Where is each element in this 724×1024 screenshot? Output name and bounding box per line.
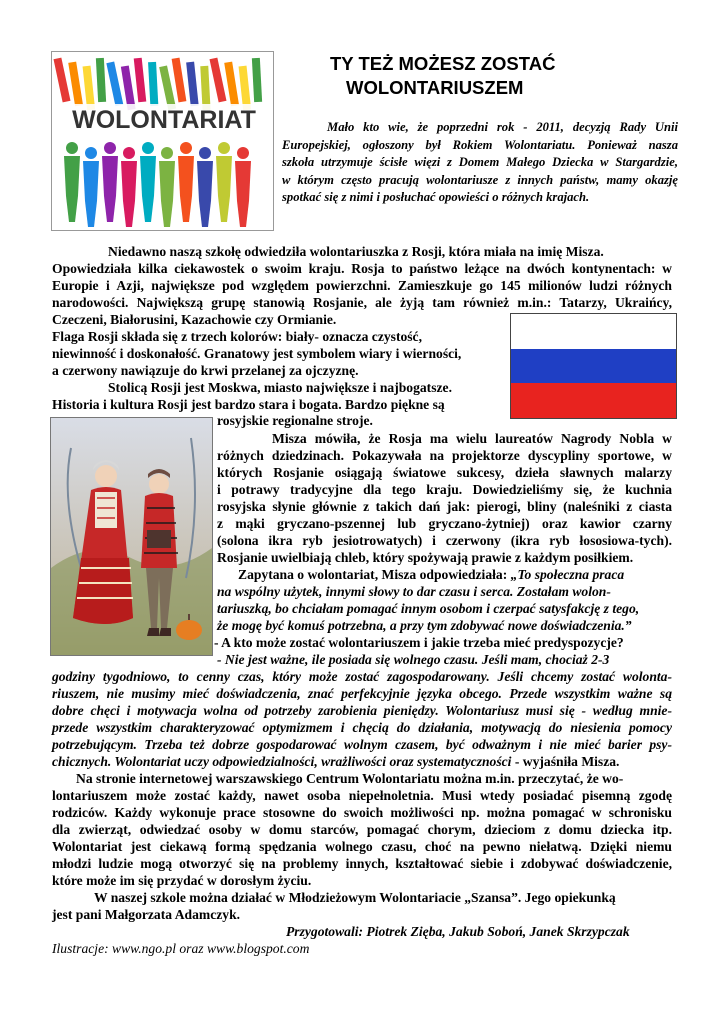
body-line: Stolicą Rosji jest Moskwa, miasto największe i najbogatsze. bbox=[108, 380, 452, 395]
logo-stripe bbox=[186, 62, 199, 107]
body-line: a czerwony nawiązuje do krwi przelanej za ojczyznę. bbox=[52, 363, 359, 378]
logo-stripe bbox=[106, 62, 123, 107]
answer-line: - Nie jest ważne, ile posiada się wolnego czasu. Jeśli mam, chociaż 2-3 bbox=[217, 652, 610, 667]
body-line: rodziców. Każdy wykonuje prace stosowne do swoich możliwości np. można pomagać w schronisku bbox=[52, 805, 672, 820]
wolontariat-logo bbox=[51, 51, 274, 231]
title-line-1: TY TEŻ MOŻESZ ZOSTAĆ bbox=[330, 53, 556, 74]
folk-costume-painting bbox=[50, 417, 213, 656]
figure-body bbox=[159, 161, 175, 227]
interview-line bbox=[238, 566, 624, 583]
answer-line: przede wszystkim charakteryzować optymizmem i chęcią do działania, motywacją do niesienia pomocy bbox=[52, 720, 672, 735]
figure-head bbox=[85, 147, 97, 159]
intro-line: Europejskiej, ogłoszony był Rokiem Wolontariatu. Ponieważ nasza bbox=[282, 137, 678, 152]
folk-costume-illustration bbox=[51, 418, 212, 655]
interview-intro: Zapytana o wolontariat, Misza odpowiedziała: bbox=[238, 567, 511, 582]
body-line: młodzi ludzie mogą otworzyć się na problemy innych, kształtować siebie i zdobywać doświadczenie, bbox=[52, 856, 672, 871]
body-line: lontariuszem może zostać każdy, nawet osoba niepełnoletnia. Musi wtedy posiadać pisemną zgodę bbox=[52, 788, 672, 803]
body-line: Historia i kultura Rosji jest bardzo stara i bogata. Bardzo piękne są bbox=[52, 397, 445, 412]
body-line: Opowiedziała kilka ciekawostek o swoim kraju. Rosja to państwo leżące na dwóch kontynentach: w bbox=[52, 261, 672, 276]
figure-head bbox=[199, 147, 211, 159]
answer-line: riuszem, nie musimy mieć doświadczenia, znać perfekcyjnie języka obcego. Przede wszystkim ważne są bbox=[52, 686, 672, 701]
figure-head bbox=[142, 142, 154, 154]
figure-head bbox=[123, 147, 135, 159]
logo-stripe bbox=[54, 58, 71, 103]
logo-stripe bbox=[68, 62, 83, 107]
figure-body bbox=[64, 156, 80, 222]
figure-body bbox=[197, 161, 213, 227]
quote-line: tariuszką, bo chciałam pomagać innym osobom i czerpać satysfakcję z tego, bbox=[217, 601, 640, 616]
logo-stripe bbox=[224, 62, 239, 107]
figure-head bbox=[237, 147, 249, 159]
question-line: - A kto może zostać wolontariuszem i jakie trzeba mieć predyspozycje? bbox=[214, 635, 624, 650]
logo-stripe bbox=[83, 66, 96, 111]
body-line: Czeczeni, Białorusini, Kazachowie czy Ormianie. bbox=[52, 312, 337, 327]
logo-stripe bbox=[148, 62, 158, 106]
body-line: Europie i Azji, największe pod względem powierzchni. Zamieszkuje go 145 milionów ludzi różnych bbox=[52, 278, 672, 293]
body-line: Wolontariat jest ciekawą formą spędzania wolnego czasu, choć na pewno niełatwą. Dzięki niemu bbox=[52, 839, 672, 854]
body-line: rosyjska słynie głównie z takich dań jak: pierogi, bliny (naleśniki z ciasta bbox=[217, 499, 672, 514]
russian-flag-image bbox=[510, 313, 677, 419]
flag-red-stripe bbox=[511, 383, 676, 418]
body-line: Na stronie internetowej warszawskiego Centrum Wolontariatu można m.in. przeczytać, że wo- bbox=[76, 771, 624, 786]
figure-body bbox=[178, 156, 194, 222]
figure-body bbox=[235, 161, 251, 227]
answer-line bbox=[52, 753, 619, 770]
intro-paragraph bbox=[282, 119, 678, 207]
answer-last-italic: chicznych. Wolontariat uczy odpowiedzialności, wrażliwości oraz systematyczności bbox=[52, 754, 512, 769]
intro-line: w którym często pracują wolontariusze z innych państw, mamy okazję bbox=[282, 172, 678, 187]
logo-stripe bbox=[200, 66, 210, 110]
logo-stripe bbox=[134, 58, 147, 103]
logo-stripe bbox=[96, 58, 106, 102]
figure-head bbox=[161, 147, 173, 159]
answer-line: potrzebującym. Trzeba też dobrze gospodarować wolnym czasem, być odważnym i nie mieć barier psy- bbox=[52, 737, 672, 752]
figure-body bbox=[216, 156, 232, 222]
quote-line: na wspólny użytek, innymi słowy to dar czasu i serca. Zostałam wolon- bbox=[217, 584, 611, 599]
body-line: Niedawno naszą szkołę odwiedziła wolontariuszka z Rosji, która miała na imię Misza. bbox=[108, 244, 604, 259]
figure-head bbox=[66, 142, 78, 154]
flag-white-stripe bbox=[511, 314, 676, 349]
body-line: rosyjskie regionalne stroje. bbox=[217, 413, 373, 428]
body-line: z mąki gryczano-pszennej lub gryczano-żytniej) oraz kawior czarny bbox=[217, 516, 672, 531]
logo-stripe bbox=[252, 58, 262, 102]
body-line: W naszej szkole można działać w Młodzieżowym Wolontariacie „Szansa”. Jego opiekunką bbox=[94, 890, 616, 905]
body-line: różnych dziedzinach. Pokazywała na projektorze dyscypliny sportowe, w bbox=[217, 448, 672, 463]
figure-head bbox=[218, 142, 230, 154]
logo-text: WOLONTARIAT bbox=[72, 106, 256, 134]
logo-stripe bbox=[159, 65, 176, 110]
answer-attribution: - wyjaśniła Misza. bbox=[514, 754, 620, 769]
body-line: jest pani Małgorzata Adamczyk. bbox=[52, 907, 241, 922]
answer-line: godziny tygodniowo, to cenny czas, który może zostać zagospodarowany. Jeśli chcemy zostać wolonta- bbox=[52, 669, 672, 684]
body-line: narodowości. Największą grupę stanowią Rosjanie, ale żyją tam również m.in.: Tatarzy, Ukraińcy, bbox=[52, 295, 672, 310]
page-title bbox=[330, 52, 555, 100]
intro-line: spotkać się z nimi i posłuchać opowieści o różnych krajach. bbox=[282, 190, 590, 204]
quote-line: że mogę być komuś potrzebna, a przy tym zdobywać nowe doświadczenia.” bbox=[217, 618, 632, 633]
illustrations-credit: Ilustracje: www.ngo.pl oraz www.blogspot.com bbox=[52, 941, 310, 956]
logo-stripe bbox=[210, 58, 227, 103]
figure-body bbox=[102, 156, 118, 222]
body-line: niewinność i doskonałość. Granatowy jest symbolem wiary i wierności, bbox=[52, 346, 462, 361]
body-line: dla zwierząt, odwiedzać osoby w domu starców, pomagać chorym, dzieciom z domu dziecka itp. bbox=[52, 822, 672, 837]
body-line: (solona ikra ryb jesiotrowatych) i czerwony (ikra ryb łososiowa-tych). bbox=[217, 533, 672, 548]
logo-stripe bbox=[239, 66, 252, 111]
body-line: Misza mówiła, że Rosja ma wielu laureatów Nagrody Nobla w bbox=[272, 431, 672, 446]
answer-line: dobre chęci i motywacja wolna od potrzeby zarobienia pieniędzy. Wolontariusz musi się - według mnie- bbox=[52, 703, 672, 718]
figure-head bbox=[104, 142, 116, 154]
body-line: i potrawy tradycyjne dla tego kraju. Dowiedzieliśmy się, że kuchnia bbox=[217, 482, 672, 497]
intro-line: szkoła utrzymuje ścisłe więzi z Domem Małego Dziecka w Stargardzie, bbox=[282, 155, 678, 169]
figure-body bbox=[121, 161, 137, 227]
body-line: których Rosjanie osiągają światowe sukcesy, dzieła sławnych malarzy bbox=[217, 465, 672, 480]
body-line: Flaga Rosji składa się z trzech kolorów: biały- oznacza czystość, bbox=[52, 329, 422, 344]
figure-body bbox=[140, 156, 156, 222]
body-line: Rosjanie uwielbiają chleb, który spożywają prawie z każdym posiłkiem. bbox=[217, 550, 634, 565]
figure-head bbox=[180, 142, 192, 154]
intro-line: Mało kto wie, że poprzedni rok - 2011, decyzją Rady Unii bbox=[327, 120, 678, 134]
flag-blue-stripe bbox=[511, 349, 676, 384]
body-line: które może im się przydać w dorosłym życiu. bbox=[52, 873, 312, 888]
logo-stripe bbox=[172, 58, 187, 103]
interview-quote: „To społeczna praca bbox=[510, 567, 625, 582]
figure-body bbox=[83, 161, 99, 227]
title-line-2: WOLONTARIUSZEM bbox=[346, 77, 524, 98]
authors-line: Przygotowali: Piotrek Zięba, Jakub Soboń, Janek Skrzypczak bbox=[286, 924, 630, 939]
volunteer-figures-icon bbox=[52, 52, 273, 230]
